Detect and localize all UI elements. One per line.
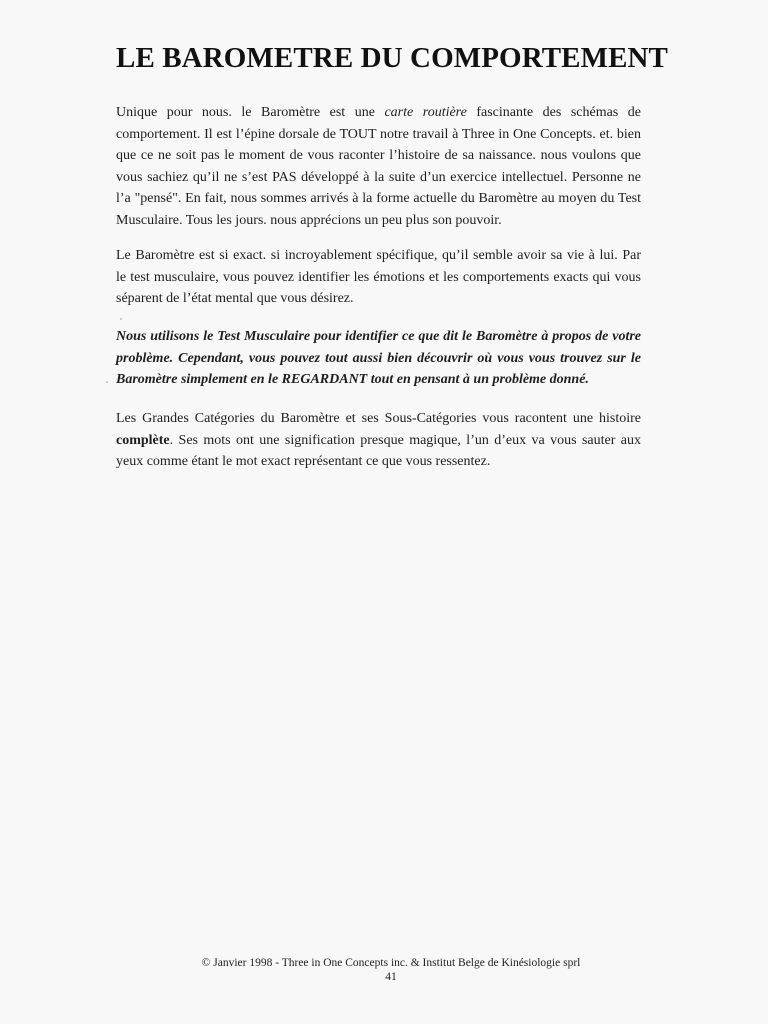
strong-text: complète <box>116 432 170 448</box>
paragraph-categories <box>116 408 641 473</box>
scan-speck <box>106 381 108 383</box>
paragraph-exactness <box>116 245 641 310</box>
paragraph-line: Le Baromètre est si exact. si incroyablement spécifique, qu’il semble avoir sa vie à lui. Par <box>116 248 641 263</box>
paragraph-line: le test musculaire, vous pouvez identifier les émotions et les comportements exacts qui vous <box>116 269 641 285</box>
paragraph-line: Les Grandes Catégories du Baromètre et ses Sous-Catégories vous racontent une histoire <box>116 411 641 426</box>
paragraph-line: séparent de l’état mental que vous désirez. <box>116 291 354 306</box>
emphasized-text: carte routière <box>384 105 467 120</box>
paragraph-line: que ce ne soit pas le moment de vous raconter l’histoire de sa naissance. nous voulons que <box>116 148 641 163</box>
paragraph-line <box>116 102 641 124</box>
paragraph-line: Musculaire. Tous les jours. nous apprécions un peu plus son pouvoir. <box>116 212 502 228</box>
copyright-footer: © Janvier 1998 - Three in One Concepts inc. & Institut Belge de Kinésiologie sprl <box>201 957 581 969</box>
paragraph-emphasis <box>116 326 641 391</box>
paragraph-line <box>116 430 641 452</box>
paragraph-line: comportement. Il est l’épine dorsale de TOUT notre travail à Three in One Concepts. et. bien <box>116 126 641 142</box>
paragraph-line: Baromètre simplement en le REGARDANT tout en pensant à un problème donné. <box>116 372 589 387</box>
paragraph-line: l’a "pensé". En fait, nous sommes arrivés à la forme actuelle du Baromètre au moyen du Test <box>116 191 641 206</box>
paragraph-line: yeux comme étant le mot exact représentant ce que vous ressentez. <box>116 454 491 469</box>
text-run: . Ses mots ont une signification presque magique, l’un d’eux va vous sauter aux <box>169 432 641 448</box>
page-number: 41 <box>385 971 397 983</box>
paragraph-line: Nous utilisons le Test Musculaire pour identifier ce que dit le Baromètre à propos de votre <box>116 329 641 344</box>
paragraph-line: problème. Cependant, vous pouvez tout aussi bien découvrir où vous vous trouvez sur le <box>116 350 641 366</box>
page-title: LE BAROMETRE DU COMPORTEMENT <box>116 42 669 74</box>
text-run: Unique pour nous. le Baromètre est une <box>116 105 385 120</box>
text-run: fascinante des schémas de <box>466 105 641 120</box>
paragraph-intro <box>116 102 641 231</box>
scan-speck <box>120 318 122 320</box>
paragraph-line: vous sachiez qu’il ne s’est PAS développé à la suite d’un exercice intellectuel. Personne ne <box>116 169 641 185</box>
